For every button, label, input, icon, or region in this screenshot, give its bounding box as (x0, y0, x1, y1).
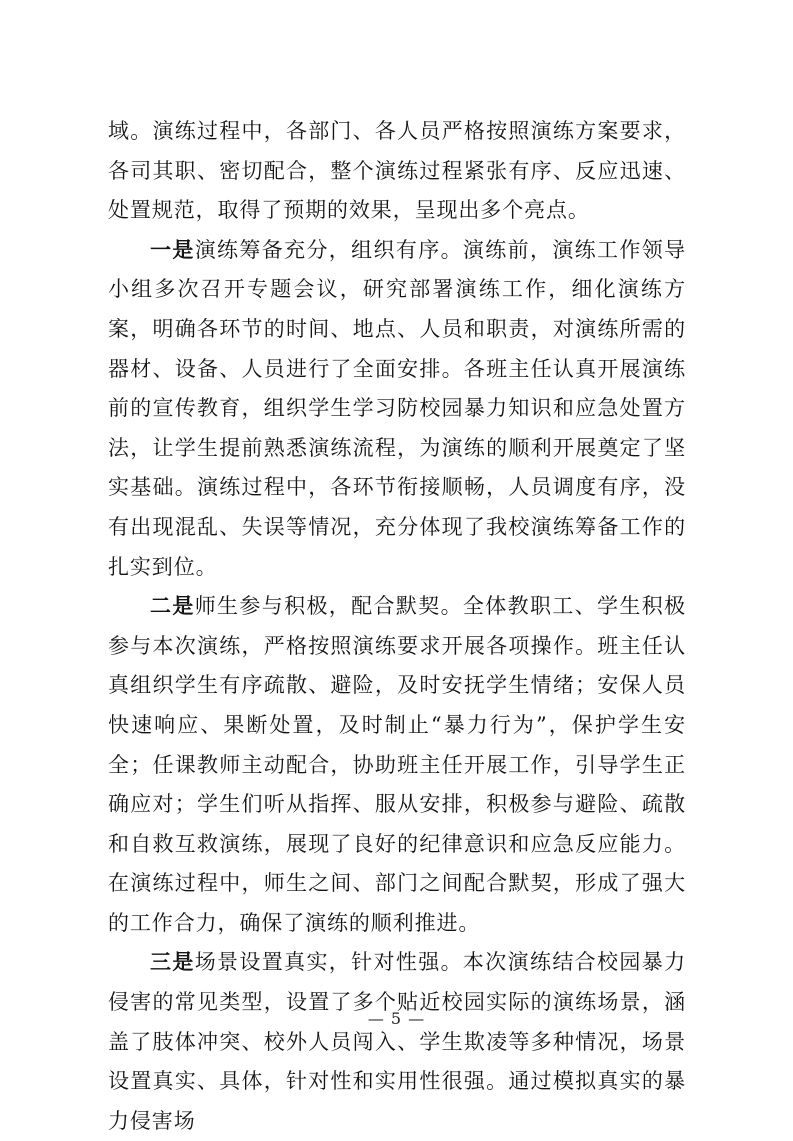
paragraph-preparation (108, 231, 686, 587)
paragraph-scenario (108, 943, 686, 1141)
paragraph-lead: 三是 (150, 950, 195, 975)
paragraph-participation (108, 587, 686, 943)
paragraph-lead: 一是 (150, 237, 195, 262)
document-body (108, 112, 686, 1141)
paragraph-text: 域。演练过程中，各部门、各人员严格按照演练方案要求，各司其职、密切配合，整个演练过程紧张有序、反应迅速、处置规范，取得了预期的效果，呈现出多个亮点。 (108, 119, 686, 223)
paragraph-continuation (108, 112, 686, 231)
paragraph-text: 演练筹备充分，组织有序。演练前，演练工作领导小组多次召开专题会议，研究部署演练工作，细化演练方案，明确各环节的时间、地点、人员和职责，对演练所需的器材、设备、人员进行了全面安排。各班主任认真开展演练前的宣传教育，组织学生学习防校园暴力知识和应急处置方法，让学生提前熟悉演练流程，为演练的顺利开展奠定了坚实基础。演练过程中，各环节衔接顺畅，人员调度有序，没有出现混乱、失误等情况，充分体现了我校演练筹备工作的扎实到位。 (108, 237, 686, 579)
paragraph-lead: 二是 (150, 594, 195, 619)
paragraph-text: 师生参与积极，配合默契。全体教职工、学生积极参与本次演练，严格按照演练要求开展各项操作。班主任认真组织学生有序疏散、避险，及时安抚学生情绪；安保人员快速响应、果断处置，及时制止“暴力行为”，保护学生安全；任课教师主动配合，协助班主任开展工作，引导学生正确应对；学生们听从指挥、服从安排，积极参与避险、疏散和自救互救演练，展现了良好的纪律意识和应急反应能力。在演练过程中，师生之间、部门之间配合默契，形成了强大的工作合力，确保了演练的顺利推进。 (108, 594, 686, 935)
page-number: — 5 — (367, 1009, 426, 1028)
paragraph-text: 场景设置真实，针对性强。本次演练结合校园暴力侵害的常见类型，设置了多个贴近校园实际的演练场景，涵盖了肢体冲突、校外人员闯入、学生欺凌等多种情况，场景设置真实、具体，针对性和实用性很强。通过模拟真实的暴力侵害场 (108, 950, 686, 1133)
